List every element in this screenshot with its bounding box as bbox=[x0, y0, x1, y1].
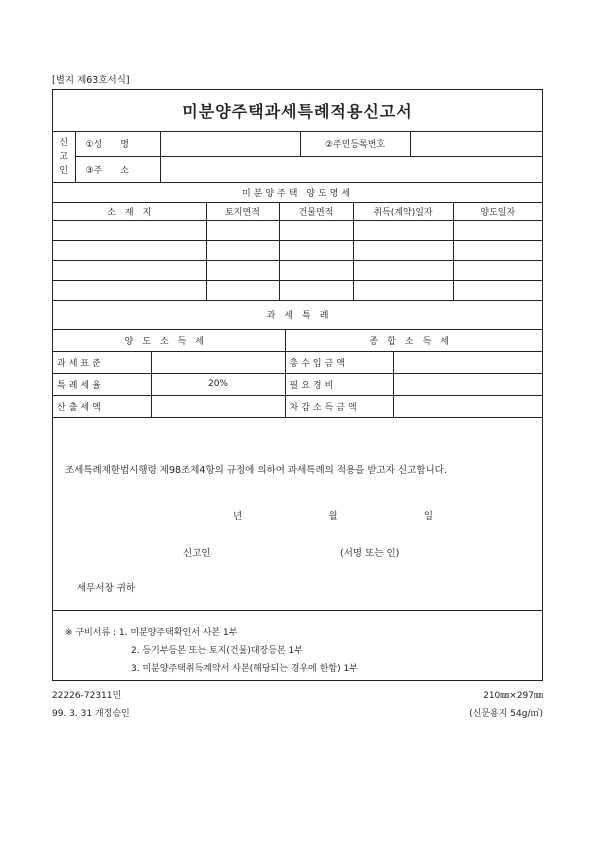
recipient-label: 세무서장 귀하 bbox=[77, 582, 136, 594]
approval-date: 99. 3. 31 개정승인 bbox=[52, 709, 130, 719]
address-field[interactable] bbox=[160, 156, 542, 182]
date-day-label: 일 bbox=[423, 510, 433, 522]
table-row bbox=[53, 261, 542, 281]
required-document-item: 2. 등기부등본 또는 토지(건물)대장등본 1부 bbox=[131, 645, 303, 656]
report-form bbox=[52, 89, 543, 681]
column-header: 양도일자 bbox=[453, 203, 542, 221]
calculated-tax-field[interactable] bbox=[151, 395, 285, 417]
reporter-table bbox=[53, 132, 542, 183]
address-label: ③주 소 bbox=[75, 156, 160, 182]
date-year-label: 년 bbox=[233, 510, 243, 522]
table-cell[interactable] bbox=[453, 241, 542, 261]
table-cell[interactable] bbox=[206, 221, 279, 241]
transfer-section-title: 미분양주택 양도명세 bbox=[53, 183, 542, 203]
tax-base-label: 과세표준 bbox=[53, 351, 151, 373]
table-cell[interactable] bbox=[53, 221, 206, 241]
table-row bbox=[53, 221, 542, 241]
table-cell[interactable] bbox=[206, 241, 279, 261]
signature-label: (서명 또는 인) bbox=[340, 547, 400, 559]
rrn-label: ②주민등록번호 bbox=[300, 132, 410, 156]
required-documents bbox=[53, 610, 542, 685]
table-cell[interactable] bbox=[206, 281, 279, 301]
table-cell[interactable] bbox=[53, 281, 206, 301]
transfer-table bbox=[53, 183, 542, 302]
table-cell[interactable] bbox=[353, 241, 453, 261]
form-code: [별지 제63호서식] bbox=[52, 75, 130, 86]
reporter-label: 신고인 bbox=[183, 547, 211, 559]
special-tax-rate-label: 특례세율 bbox=[53, 373, 151, 395]
reporter-side-label: 신 고 인 bbox=[53, 132, 75, 182]
total-revenue-label: 총수입금액 bbox=[285, 351, 393, 373]
name-field[interactable] bbox=[160, 132, 300, 156]
declaration-statement: 조세특례제한법시행령 제98조제4항의 규정에 의하여 과세특례의 적용을 받고자 신고합니다. bbox=[65, 464, 447, 476]
net-income-label: 차감소득금액 bbox=[285, 395, 393, 417]
table-row bbox=[53, 241, 542, 261]
table-cell[interactable] bbox=[53, 241, 206, 261]
taxation-table bbox=[53, 301, 542, 418]
paper-size: 210㎜×297㎜ bbox=[483, 691, 543, 701]
column-header: 소 재 지 bbox=[53, 203, 206, 221]
column-header: 토지면적 bbox=[206, 203, 279, 221]
necessary-expenses-label: 필요경비 bbox=[285, 373, 393, 395]
declaration-section bbox=[53, 418, 542, 610]
table-cell[interactable] bbox=[279, 241, 353, 261]
table-cell[interactable] bbox=[279, 221, 353, 241]
table-cell[interactable] bbox=[453, 261, 542, 281]
necessary-expenses-field[interactable] bbox=[393, 373, 542, 395]
form-title: 미분양주택과세특례적용신고서 bbox=[53, 90, 542, 132]
table-row bbox=[53, 281, 542, 301]
taxation-section-title: 과 세 특 례 bbox=[53, 301, 542, 329]
tax-base-field[interactable] bbox=[151, 351, 285, 373]
net-income-field[interactable] bbox=[393, 395, 542, 417]
table-cell[interactable] bbox=[453, 221, 542, 241]
rrn-field[interactable] bbox=[410, 132, 542, 156]
required-documents-header: ※ 구비서류 : 1. 미분양주택확인서 사본 1부 bbox=[65, 627, 238, 638]
capital-gains-tax-header: 양도소득세 bbox=[53, 329, 285, 351]
table-cell[interactable] bbox=[53, 261, 206, 281]
table-cell[interactable] bbox=[353, 221, 453, 241]
table-cell[interactable] bbox=[279, 281, 353, 301]
paper-type: (신문용지 54g/㎡) bbox=[469, 709, 543, 719]
name-label: ①성 명 bbox=[75, 132, 160, 156]
column-header: 취득(계약)일자 bbox=[353, 203, 453, 221]
column-header: 건물면적 bbox=[279, 203, 353, 221]
report-date bbox=[233, 508, 433, 522]
table-cell[interactable] bbox=[206, 261, 279, 281]
calculated-tax-label: 산출세액 bbox=[53, 395, 151, 417]
table-cell[interactable] bbox=[453, 281, 542, 301]
table-cell[interactable] bbox=[279, 261, 353, 281]
income-tax-header: 종합소득세 bbox=[285, 329, 542, 351]
table-cell[interactable] bbox=[353, 281, 453, 301]
date-month-label: 월 bbox=[328, 510, 338, 522]
table-cell[interactable] bbox=[353, 261, 453, 281]
form-number: 22226-72311민 bbox=[52, 691, 122, 701]
special-tax-rate-field[interactable]: 20% bbox=[151, 373, 285, 395]
total-revenue-field[interactable] bbox=[393, 351, 542, 373]
required-document-item: 3. 미분양주택취득계약서 사본(해당되는 경우에 한함) 1부 bbox=[131, 663, 358, 674]
